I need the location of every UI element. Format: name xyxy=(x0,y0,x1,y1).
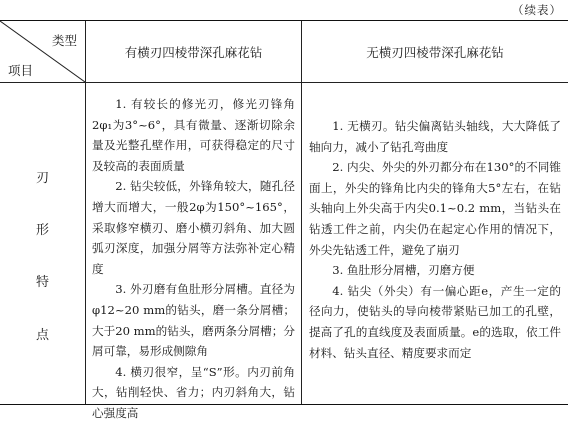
row-label-char: 形 xyxy=(35,223,49,238)
col1-item: 3. 外刃磨有鱼肚形分屑槽。直径为φ12~20 mm的钻头，磨一条分屑槽；大于20 mm的钻头，磨两条分屑槽；分屑可靠，易形成侧隙角 xyxy=(92,282,295,359)
col2-item: 2. 内尖、外尖的外刃都分布在130°的不同锥面上，外尖的锋角比内尖的锋角大5°左右，在钻头轴向上外尖高于内尖0.1~0.2 mm，当钻头在钻透工件之前，内尖仍在起定心作用的情况下，外尖先钻透工件，避免了崩刃 xyxy=(309,160,561,257)
col2-header xyxy=(302,21,568,82)
col1-content xyxy=(92,94,295,424)
col2-content xyxy=(309,116,561,363)
item-label: 项目 xyxy=(8,63,34,78)
col1-title: 有横刃四棱带深孔麻花钻 xyxy=(124,44,263,60)
spec-table xyxy=(0,20,568,420)
continued-label: （续表） xyxy=(512,3,562,17)
row-label-char: 刃 xyxy=(35,171,49,186)
corner-header xyxy=(0,21,85,82)
category-label: 类型 xyxy=(51,33,77,48)
col2-item: 1. 无横刃。钻尖偏离钻头轴线，大大降低了轴向力，减小了钻孔弯曲度 xyxy=(309,119,561,154)
row-label-char: 特 xyxy=(35,275,49,290)
col1-item: 4. 横刃很窄，呈“S”形。内刃前角大，钻削轻快、省力；内刃斜角大，钻心强度高 xyxy=(92,364,295,420)
row-label-char: 点 xyxy=(35,328,49,343)
col1-item: 1. 有较长的修光刃，修光刃锋角2φ₁为3°~6°，具有微量、逐渐切除余量及光整孔壁作用，可获得稳定的尺寸及较高的表面质量 xyxy=(92,97,295,173)
col1-header xyxy=(86,21,301,82)
col2-item: 4. 钻尖（外尖）有一偏心距e，产生一定的径向力，使钻头的导向棱带紧贴已加工的孔壁，提高了孔的直线度及表面质量。e的选取，依工件材料、钻头直径、精度要求而定 xyxy=(309,283,561,360)
row-label xyxy=(0,82,85,404)
col2-title: 无横刃四棱带深孔麻花钻 xyxy=(366,44,504,60)
header-divider xyxy=(0,82,568,83)
col2-item: 3. 鱼肚形分屑槽，刃磨方便 xyxy=(332,263,475,278)
col1-item: 2. 钻尖较低，外锋角较大，随孔径增大而增大，一般2φ为150°~165°，采取修窄横刃、磨小横刃斜角、加大圆弧刃深度，加强分屑等方法弥补定心精度 xyxy=(92,179,295,276)
